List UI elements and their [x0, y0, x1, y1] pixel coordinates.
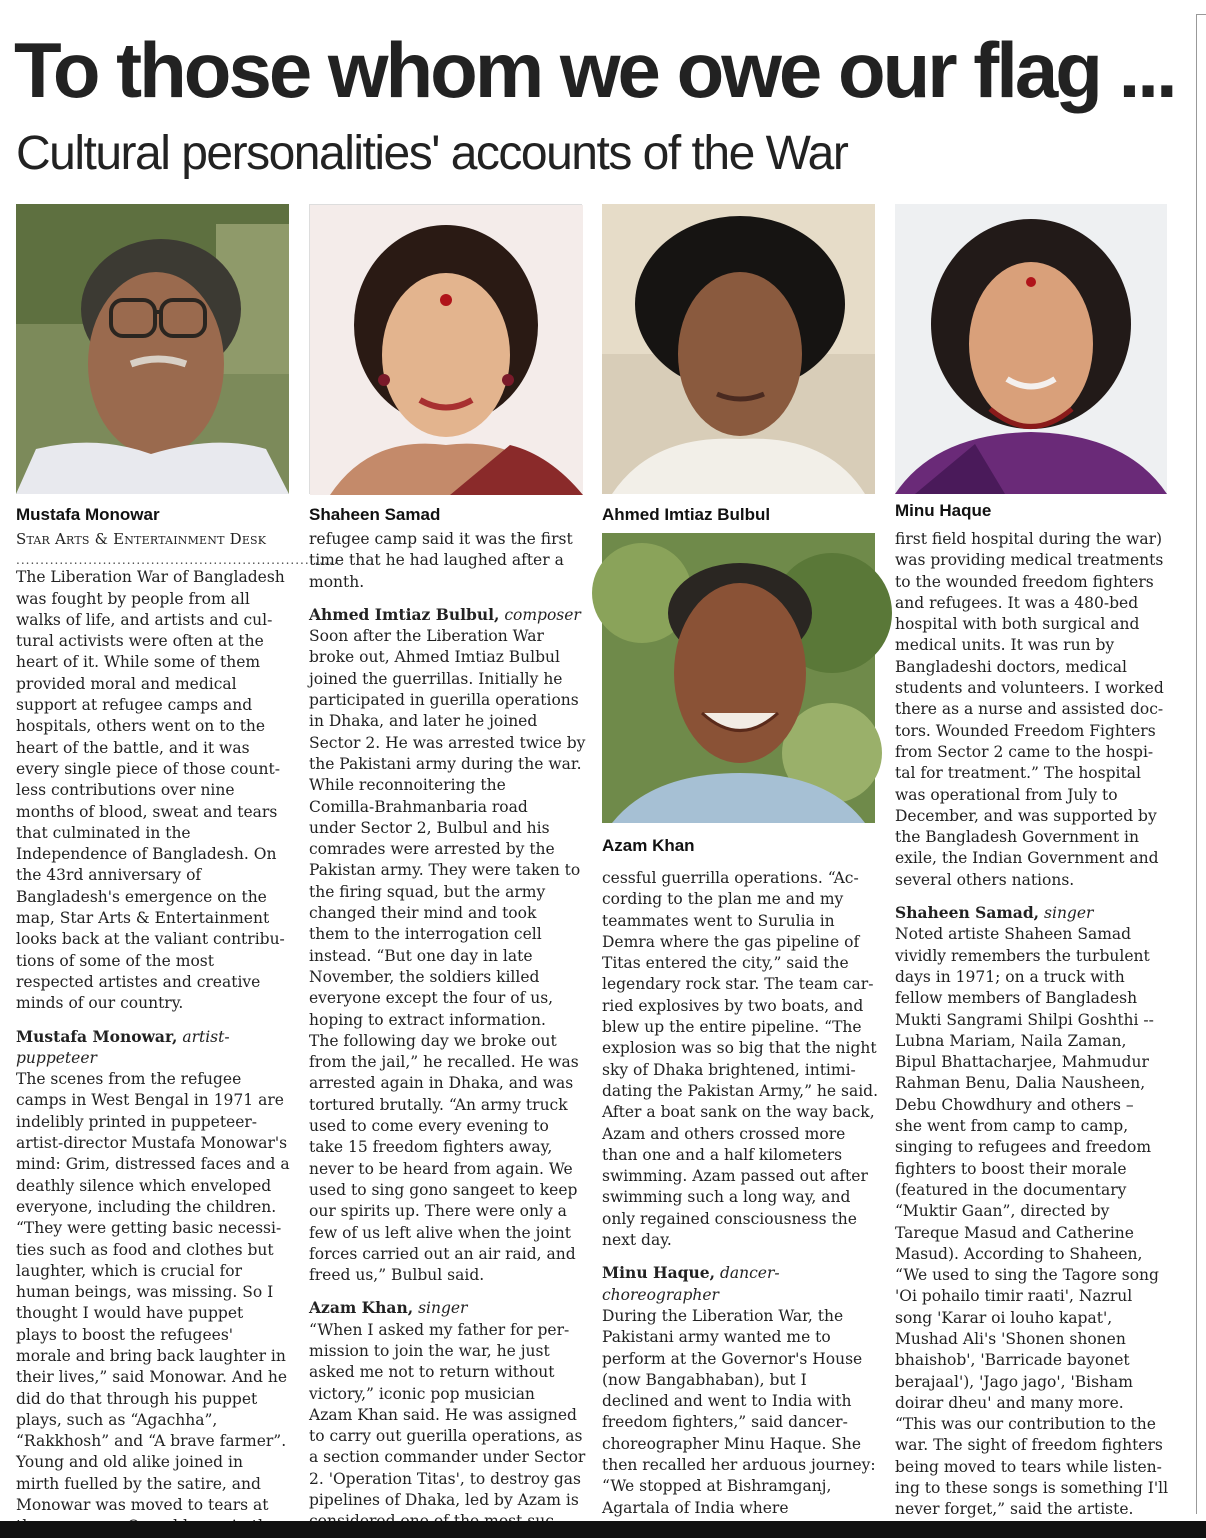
text-line: swimming such a long way, and	[602, 1188, 851, 1207]
section-name: Mustafa Monowar,	[16, 1026, 178, 1046]
article-column-1	[16, 529, 339, 1538]
text-line: take 15 freedom fighters away,	[309, 1138, 553, 1157]
text-line: mirth fuelled by the satire, and	[16, 1474, 261, 1493]
article-column-4	[895, 529, 1175, 1521]
text-line: indelibly printed in puppeteer-	[16, 1112, 258, 1131]
shaheen-section	[895, 902, 1175, 924]
text-line: Azam and others crossed more	[602, 1124, 846, 1143]
text-line: December, and was supported by	[895, 806, 1157, 825]
text-line: map, Star Arts & Entertainment	[16, 909, 270, 928]
photo-caption-minu: Minu Haque	[895, 501, 992, 520]
text-line: Agartala of India where	[602, 1498, 789, 1517]
text-line: explosion was so big that the night	[602, 1039, 877, 1058]
text-line: swimming. Azam passed out after	[602, 1167, 868, 1186]
text-line: The Liberation War of Bangladesh	[16, 568, 285, 587]
continued-paragraph	[895, 529, 1175, 891]
text-line: changed their mind and took	[309, 904, 537, 923]
text-line: Mukti Sangrami Shilpi Goshthi --	[895, 1010, 1154, 1029]
dotted-rule: ...................................................................	[16, 553, 339, 568]
byline: Star Arts & Entertainment Desk	[16, 530, 267, 548]
text-line: “We stopped at Bishramganj,	[602, 1477, 832, 1496]
text-line: ried explosives by two boats, and	[602, 996, 864, 1015]
text-line: During the Liberation War, the	[602, 1306, 844, 1325]
text-line: then recalled her arduous journey:	[602, 1456, 876, 1475]
text-line: Bipul Bhattacharjee, Mahmudur	[895, 1053, 1149, 1072]
text-line: there as a nurse and assisted doc-	[895, 700, 1164, 719]
section-name: Azam Khan,	[309, 1298, 414, 1318]
text-line: plays, such as “Agachha”,	[16, 1410, 218, 1429]
text-line: ties such as food and clothes but	[16, 1240, 274, 1259]
text-line: Noted artiste Shaheen Samad	[895, 925, 1132, 944]
bulbul-paragraph	[309, 626, 584, 1286]
text-line: The scenes from the refugee	[16, 1070, 242, 1089]
text-line: fellow members of Bangladesh	[895, 989, 1138, 1008]
text-line: freedom fighters,” said dancer-	[602, 1413, 848, 1432]
text-line: never to be heard from again. We	[309, 1159, 573, 1178]
text-line: did do that through his puppet	[16, 1389, 258, 1408]
text-line: teammates went to Surulia in	[602, 911, 835, 930]
text-line: was fought by people from all	[16, 589, 250, 608]
text-line: time that he had laughed after a	[309, 551, 564, 570]
text-line: to the wounded freedom fighters	[895, 572, 1154, 591]
text-line: blew up the entire pipeline. “The	[602, 1018, 862, 1037]
text-line: the Bangladesh Government in	[895, 828, 1139, 847]
text-line: laughter, which is crucial for	[16, 1261, 242, 1280]
text-line: the firing squad, but the army	[309, 882, 546, 901]
text-line: was operational from July to	[895, 785, 1118, 804]
text-line: berajaal'), 'Jago jago', 'Bisham	[895, 1372, 1133, 1391]
text-line: Sector 2. He was arrested twice by	[309, 733, 586, 752]
text-line: in Dhaka, and later he joined	[309, 712, 538, 731]
column-rule	[1196, 14, 1197, 1514]
text-line: tions of some of the most	[16, 951, 214, 970]
minu-section	[602, 1262, 877, 1306]
text-line: declined and went to India with	[602, 1392, 852, 1411]
photo-caption-monowar: Mustafa Monowar	[16, 505, 160, 524]
intro-paragraph	[16, 567, 291, 1014]
text-line: several others nations.	[895, 870, 1075, 889]
text-line: camps in West Bengal in 1971 are	[16, 1091, 284, 1110]
photo-shaheen-samad	[309, 204, 582, 494]
text-line: next day.	[602, 1231, 672, 1250]
text-line: tal for treatment.” The hospital	[895, 764, 1141, 783]
section-name: Minu Haque,	[602, 1263, 716, 1283]
text-line: provided moral and medical	[16, 674, 237, 693]
text-line: exile, the Indian Government and	[895, 849, 1159, 868]
text-line: After a boat sank on the way back,	[602, 1103, 875, 1122]
text-line: being moved to tears while listen-	[895, 1457, 1162, 1476]
text-line: victory,” iconic pop musician	[309, 1384, 535, 1403]
photo-caption-azam: Azam Khan	[602, 836, 695, 855]
text-line: Independence of Bangladesh. On	[16, 845, 277, 864]
text-line: song 'Karar oi louho kapat',	[895, 1308, 1113, 1327]
text-line: Young and old alike joined in	[16, 1453, 243, 1472]
text-line: minds of our country.	[16, 994, 184, 1013]
text-line: first field hospital during the war)	[895, 530, 1163, 548]
azam-section	[309, 1297, 584, 1319]
text-line: dating the Pakistan Army,” he said.	[602, 1081, 879, 1100]
text-line: never forget,” said the artiste.	[895, 1500, 1134, 1519]
column-rule-top	[1196, 14, 1206, 15]
text-line: tortured brutally. “An army truck	[309, 1095, 568, 1114]
text-line: heart of the battle, and it was	[16, 738, 250, 757]
text-line: plays to boost the refugees'	[16, 1325, 234, 1344]
text-line: instead. “But one day in late	[309, 946, 533, 965]
text-line: tural activists were often at the	[16, 632, 264, 651]
headline: To those whom we owe our flag ...	[14, 26, 1175, 114]
text-line: “Rakkhosh” and “A brave farmer”.	[16, 1432, 287, 1451]
text-line: ing to these songs is something I'll	[895, 1479, 1169, 1498]
section-role: dancer-choreographer	[602, 1264, 780, 1304]
subheadline: Cultural personalities' accounts of the War	[16, 127, 848, 180]
text-line: choreographer Minu Haque. She	[602, 1434, 862, 1453]
text-line: a section commander under Sector	[309, 1448, 586, 1467]
text-line: walks of life, and artists and cul-	[16, 610, 273, 629]
text-line: hospital with both surgical and	[895, 615, 1140, 634]
photo-mustafa-monowar	[16, 204, 289, 494]
article-column-3	[602, 868, 877, 1540]
text-line: used to sing gono sangeet to keep	[309, 1180, 578, 1199]
text-line: morale and bring back laughter in	[16, 1346, 286, 1365]
text-line: Masud). According to Shaheen,	[895, 1244, 1143, 1263]
text-line: month.	[309, 572, 365, 591]
text-line: human beings, was missing. So I	[16, 1283, 274, 1302]
continued-paragraph	[602, 868, 877, 1251]
text-line: broke out, Ahmed Imtiaz Bulbul	[309, 648, 560, 667]
text-line: the 43rd anniversary of	[16, 866, 202, 885]
minu-paragraph	[602, 1306, 877, 1540]
text-line: every single piece of those count-	[16, 759, 280, 778]
text-line: asked me not to return without	[309, 1363, 555, 1382]
text-line: support at refugee camps and	[16, 696, 253, 715]
text-line: cessful guerrilla operations. “Ac-	[602, 869, 859, 887]
text-line: comrades were arrested by the	[309, 840, 555, 859]
text-line: arrested again in Dhaka, and was	[309, 1074, 574, 1093]
text-line: cording to the plan me and my	[602, 890, 844, 909]
text-line: under Sector 2, Bulbul and his	[309, 818, 550, 837]
text-line: used to come every evening to	[309, 1117, 549, 1136]
section-name: Ahmed Imtiaz Bulbul,	[309, 604, 500, 624]
text-line: mission to join the war, he just	[309, 1341, 550, 1360]
text-line: Mushad Ali's 'Shonen shonen	[895, 1329, 1126, 1348]
text-line: the Pakistani army during the war.	[309, 754, 582, 773]
text-line: (now Bangabhaban), but I	[602, 1370, 807, 1389]
photo-minu-haque	[895, 204, 1167, 494]
text-line: students and volunteers. I worked	[895, 679, 1164, 698]
bulbul-section	[309, 604, 584, 626]
text-line: Bangladeshi doctors, medical	[895, 657, 1127, 676]
text-line: days in 1971; on a truck with	[895, 967, 1125, 986]
text-line: our spirits up. There were only a	[309, 1202, 567, 1221]
text-line: them to the interrogation cell	[309, 925, 542, 944]
text-line: Bangladesh's emergence on the	[16, 887, 267, 906]
text-line: everyone, including the children.	[16, 1197, 277, 1216]
text-line: hospitals, others went on to the	[16, 717, 266, 736]
text-line: Soon after the Liberation War	[309, 627, 544, 646]
section-role: singer	[418, 1299, 468, 1318]
article-column-2	[309, 529, 584, 1533]
text-line: perform at the Governor's House	[602, 1349, 863, 1368]
text-line: The following day we broke out	[309, 1031, 557, 1050]
text-line: medical units. It was run by	[895, 636, 1115, 655]
text-line: from the jail,” he recalled. He was	[309, 1053, 579, 1072]
photo-ahmed-imtiaz-bulbul	[602, 204, 875, 494]
text-line: heart of it. While some of them	[16, 653, 261, 672]
text-line: Pakistani army wanted me to	[602, 1328, 831, 1347]
text-line: their lives,” said Monowar. And he	[16, 1368, 288, 1387]
section-role: composer	[504, 605, 581, 624]
text-line: she went from camp to camp,	[895, 1117, 1129, 1136]
text-line: 'Oi pohailo timir raati', Nazrul	[895, 1287, 1133, 1306]
text-line: Demra where the gas pipeline of	[602, 932, 860, 951]
text-line: “This was our contribution to the	[895, 1415, 1156, 1434]
text-line: war. The sight of freedom fighters	[895, 1436, 1163, 1455]
section-role: artist-puppeteer	[16, 1027, 230, 1067]
text-line: joined the guerrillas. Initially he	[309, 669, 563, 688]
text-line: November, the soldiers killed	[309, 967, 540, 986]
text-line: freed us,” Bulbul said.	[309, 1266, 485, 1285]
text-line: hoping to extract information.	[309, 1010, 546, 1029]
text-line: tors. Wounded Freedom Fighters	[895, 721, 1156, 740]
text-line: forces carried out an air raid, and	[309, 1244, 576, 1263]
section-name: Shaheen Samad,	[895, 903, 1040, 923]
text-line: vividly remembers the turbulent	[895, 946, 1150, 965]
text-line: than one and a half kilometers	[602, 1145, 843, 1164]
text-line: legendary rock star. The team car-	[602, 975, 874, 994]
text-line: participated in guerilla operations	[309, 691, 579, 710]
text-line: Debu Chowdhury and others –	[895, 1095, 1134, 1114]
text-line: pipelines of Dhaka, led by Azam is	[309, 1491, 579, 1510]
text-line: respected artistes and creative	[16, 972, 261, 991]
monowar-paragraph	[16, 1069, 291, 1538]
azam-paragraph	[309, 1320, 584, 1533]
text-line: only regained consciousness the	[602, 1209, 857, 1228]
text-line: fighters to boost their morale	[895, 1159, 1127, 1178]
text-line: “Muktir Gaan”, directed by	[895, 1202, 1110, 1221]
photo-azam-khan	[602, 533, 875, 823]
text-line: from Sector 2 came to the hospi-	[895, 742, 1154, 761]
text-line: months of blood, sweat and tears	[16, 802, 278, 821]
photo-caption-bulbul: Ahmed Imtiaz Bulbul	[602, 505, 771, 524]
photo-caption-shaheen: Shaheen Samad	[309, 505, 441, 524]
text-line: everyone except the four of us,	[309, 989, 554, 1008]
text-line: 2. 'Operation Titas', to destroy gas	[309, 1469, 581, 1488]
text-line: few of us left alive when the joint	[309, 1223, 571, 1242]
text-line: (featured in the documentary	[895, 1180, 1127, 1199]
text-line: refugee camp said it was the first	[309, 530, 573, 548]
text-line: bhaishob', 'Barricade bayonet	[895, 1351, 1130, 1370]
text-line: Tareque Masud and Catherine	[895, 1223, 1134, 1242]
text-line: less contributions over nine	[16, 781, 235, 800]
text-line: artist-director Mustafa Monowar's	[16, 1134, 288, 1153]
monowar-section	[16, 1026, 291, 1070]
text-line: “They were getting basic necessi-	[16, 1219, 282, 1238]
text-line: Monowar was moved to tears at	[16, 1496, 269, 1515]
text-line: mind: Grim, distressed faces and a	[16, 1155, 290, 1174]
text-line: Pakistan army. They were taken to	[309, 861, 581, 880]
text-line: and refugees. It was a 480-bed	[895, 593, 1139, 612]
text-line: Rahman Benu, Dalia Nausheen,	[895, 1074, 1146, 1093]
text-line: sky of Dhaka brightened, intimi-	[602, 1060, 856, 1079]
text-line: “When I asked my father for per-	[309, 1320, 570, 1339]
text-line: that culminated in the	[16, 823, 191, 842]
section-role: singer	[1044, 904, 1094, 923]
text-line: Lubna Mariam, Naila Zaman,	[895, 1031, 1127, 1050]
text-line: thought I would have puppet	[16, 1304, 244, 1323]
page-bottom-bar	[0, 1521, 1206, 1538]
text-line: looks back at the valiant contribu-	[16, 930, 285, 949]
continued-paragraph	[309, 529, 584, 593]
text-line: Titas entered the city,” said the	[602, 954, 849, 973]
text-line: While reconnoitering the	[309, 776, 506, 795]
text-line: doirar dheu' and many more.	[895, 1393, 1124, 1412]
text-line: singing to refugees and freedom	[895, 1138, 1152, 1157]
shaheen-paragraph	[895, 924, 1175, 1520]
text-line: “We used to sing the Tagore song	[895, 1266, 1159, 1285]
text-line: Azam Khan said. He was assigned	[309, 1405, 577, 1424]
text-line: Comilla-Brahmanbaria road	[309, 797, 528, 816]
text-line: was providing medical treatments	[895, 551, 1164, 570]
text-line: to carry out guerilla operations, as	[309, 1427, 583, 1446]
text-line: deathly silence which enveloped	[16, 1176, 272, 1195]
